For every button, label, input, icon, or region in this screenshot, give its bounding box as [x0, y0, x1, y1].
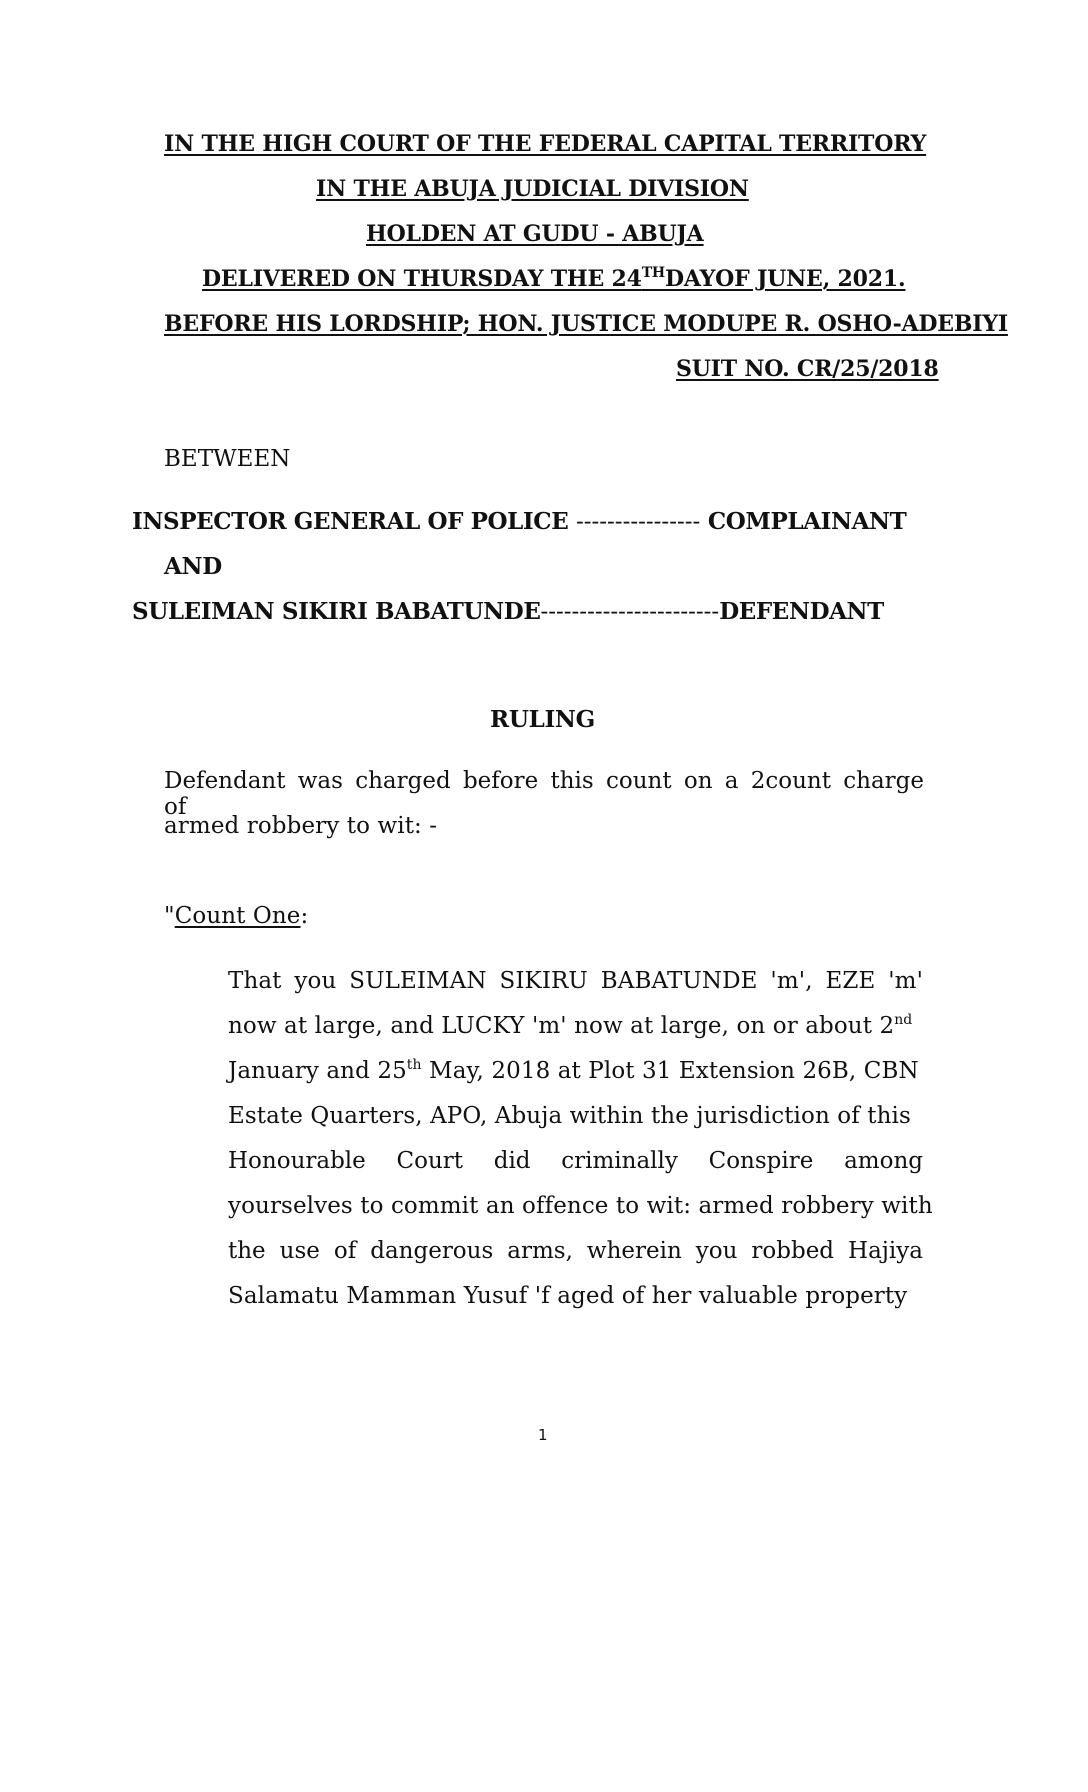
- word: use: [279, 1238, 320, 1264]
- word: Conspire: [708, 1148, 814, 1174]
- count-text-2-sup: nd: [894, 1012, 913, 1028]
- holden-at: HOLDEN AT GUDU - ABUJA: [366, 221, 704, 247]
- word: did: [493, 1148, 531, 1174]
- delivered-on-text: DELIVERED ON THURSDAY THE 24: [202, 266, 642, 292]
- count-text-line-5: [228, 1148, 923, 1174]
- defendant-name: SULEIMAN SIKIRI BABATUNDE: [132, 598, 541, 625]
- delivered-on-text-2: DAYOF JUNE, 2021.: [664, 266, 906, 292]
- word: criminally: [561, 1148, 678, 1174]
- defendant-dashes: -----------------------: [540, 599, 720, 625]
- word: Court: [396, 1148, 463, 1174]
- count-text-line-3: [228, 1058, 919, 1084]
- count-text-line-1: [228, 968, 923, 994]
- page-number: 1: [538, 1426, 548, 1444]
- before-lordship: BEFORE HIS LORDSHIP; HON. JUSTICE MODUPE R. OSHO-ADEBIYI: [164, 311, 1008, 337]
- word: of: [333, 1238, 357, 1264]
- complainant-line: [132, 508, 906, 535]
- word: robbed: [751, 1238, 835, 1264]
- count-text-3b: May, 2018 at Plot 31 Extension 26B, CBN: [421, 1058, 919, 1084]
- word: arms,: [507, 1238, 573, 1264]
- word: you: [695, 1238, 738, 1264]
- delivered-on-sup: TH: [641, 265, 665, 281]
- word: the: [228, 1238, 266, 1264]
- defendant-line: [132, 598, 884, 625]
- count-text-2: now at large, and LUCKY 'm' now at large, on or about 2: [228, 1013, 895, 1039]
- ruling-title: RULING: [490, 706, 595, 733]
- word: among: [844, 1148, 923, 1174]
- count-text-line-8: Salamatu Mamman Yusuf 'f aged of her valuable property: [228, 1283, 908, 1309]
- intro-line-2: armed robbery to wit: -: [164, 813, 438, 839]
- complainant-role: COMPLAINANT: [700, 508, 907, 535]
- delivered-on: [202, 266, 905, 292]
- count-text-line-7: [228, 1238, 923, 1264]
- between-label: BETWEEN: [164, 446, 291, 472]
- word: Honourable: [228, 1148, 366, 1174]
- count-quote: ": [164, 903, 175, 929]
- word: wherein: [586, 1238, 682, 1264]
- complainant-name: INSPECTOR GENERAL OF POLICE: [132, 508, 576, 535]
- count-text-line-2: [228, 1013, 912, 1039]
- suit-number: SUIT NO. CR/25/2018: [676, 356, 939, 382]
- count-text-3-sup: th: [406, 1057, 422, 1073]
- count-text-line-6: yourselves to commit an offence to wit: armed robbery with: [228, 1193, 933, 1219]
- count-text-1: That you SULEIMAN SIKIRU BABATUNDE 'm', EZE 'm': [228, 968, 923, 994]
- count-one-heading: [164, 903, 308, 929]
- count-text-line-4: Estate Quarters, APO, Abuja within the jurisdiction of this: [228, 1103, 911, 1129]
- count-one-label: Count One: [174, 903, 301, 929]
- count-text-3a: January and 25: [228, 1058, 407, 1084]
- judicial-division: IN THE ABUJA JUDICIAL DIVISION: [316, 176, 749, 202]
- word: Hajiya: [848, 1238, 923, 1264]
- count-colon: :: [300, 903, 309, 929]
- complainant-dashes: ----------------: [575, 509, 701, 535]
- intro-line-1-text: Defendant was charged before this count on a 2count charge of: [164, 768, 924, 820]
- court-title: IN THE HIGH COURT OF THE FEDERAL CAPITAL TERRITORY: [164, 131, 927, 157]
- word: dangerous: [370, 1238, 494, 1264]
- defendant-role: DEFENDANT: [719, 598, 884, 625]
- and-label: AND: [164, 553, 222, 580]
